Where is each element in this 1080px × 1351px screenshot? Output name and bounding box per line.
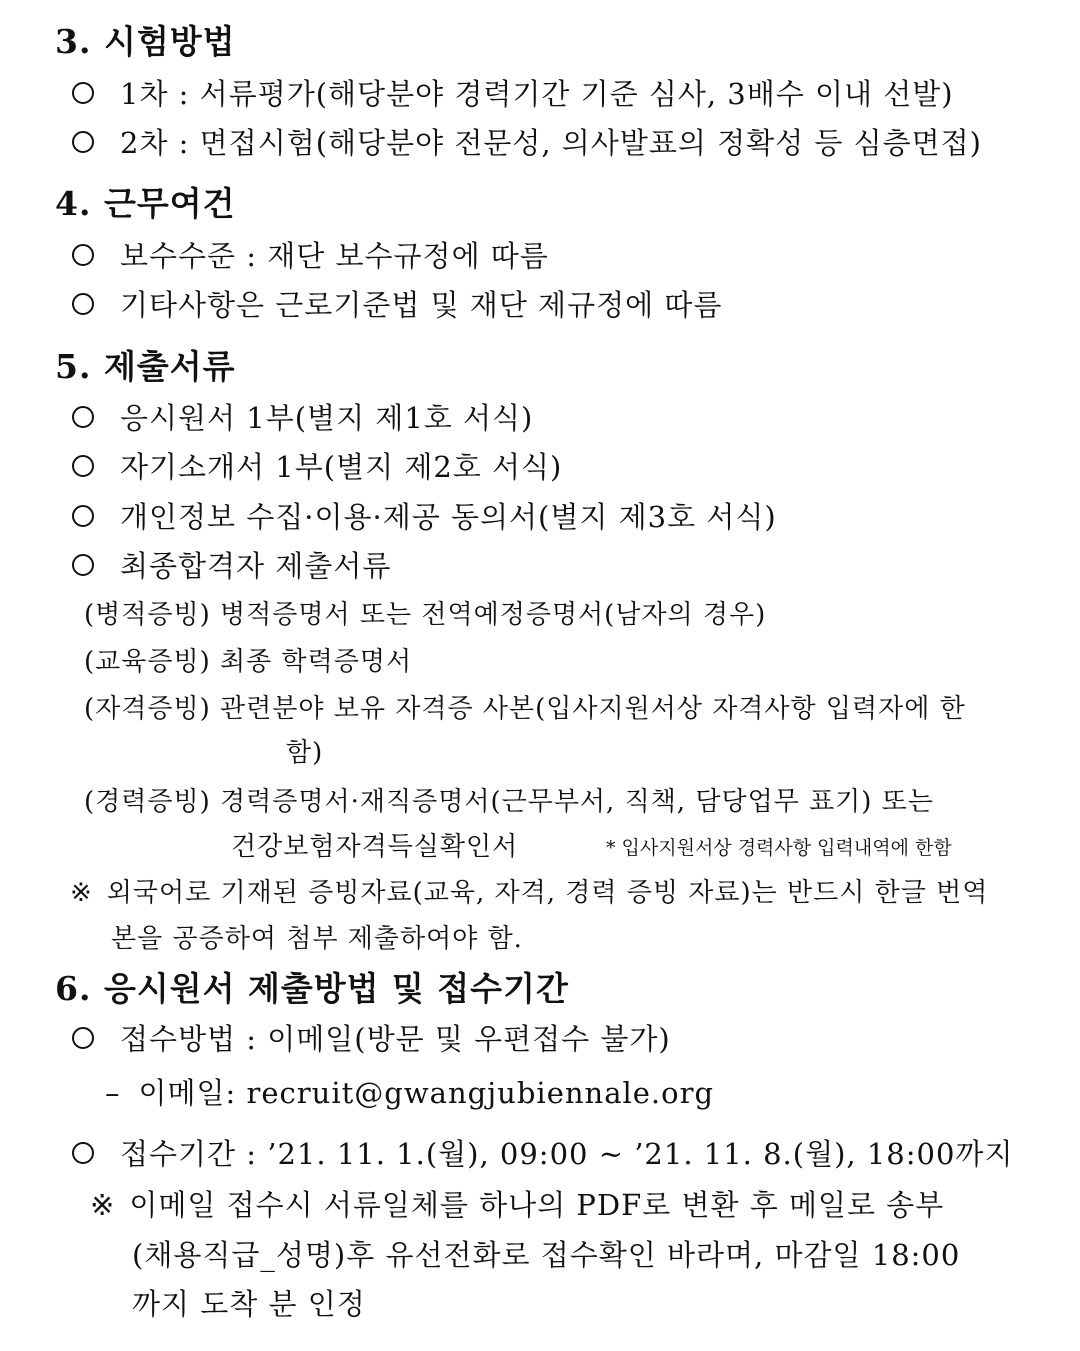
note-mark: ※ bbox=[70, 878, 93, 908]
list-item bbox=[72, 450, 563, 484]
note-cont: 까지 도착 분 인정 bbox=[132, 1287, 366, 1321]
list-item-text: 최종합격자 제출서류 bbox=[120, 549, 392, 583]
list-item-text: 접수기간 : ’21. 11. 1.(월), 09:00 ~ ’21. 11. 8.(월), 18:00까지 bbox=[120, 1137, 1014, 1171]
list-item bbox=[72, 239, 549, 273]
circle-bullet-icon bbox=[72, 505, 94, 527]
list-item bbox=[72, 1022, 671, 1056]
note-cont: (채용직급_성명)후 유선전화로 접수확인 바라며, 마감일 18:00 bbox=[132, 1238, 961, 1272]
note-text: 이메일 접수시 서류일체를 하나의 PDF로 변환 후 메일로 송부 bbox=[129, 1188, 945, 1222]
list-item bbox=[72, 288, 723, 322]
list-item-text: 접수방법 : 이메일(방문 및 우편접수 불가) bbox=[120, 1022, 671, 1056]
sub-item-career-cont: 건강보험자격득실확인서 bbox=[231, 832, 519, 862]
list-item bbox=[72, 126, 982, 160]
note-cont: 본을 공증하여 첨부 제출하여야 함. bbox=[111, 924, 523, 954]
circle-bullet-icon bbox=[72, 293, 94, 315]
circle-bullet-icon bbox=[72, 406, 94, 428]
list-item bbox=[72, 500, 777, 534]
section-heading-3: 3. 시험방법 bbox=[55, 22, 236, 61]
email-text: 이메일: recruit@gwangjubiennale.org bbox=[138, 1076, 715, 1110]
sub-item-military: (병적증빙) 병적증명서 또는 전역예정증명서(남자의 경우) bbox=[84, 600, 767, 630]
circle-bullet-icon bbox=[72, 455, 94, 477]
sub-item-license: (자격증빙) 관련분야 보유 자격증 사본(입사지원서상 자격사항 입력자에 한 bbox=[84, 694, 966, 724]
list-item-text: 자기소개서 1부(별지 제2호 서식) bbox=[120, 450, 563, 484]
note-mark: ※ bbox=[90, 1188, 116, 1222]
email-line bbox=[105, 1076, 715, 1110]
note bbox=[70, 880, 988, 906]
list-item bbox=[72, 1137, 1014, 1171]
circle-bullet-icon bbox=[72, 1142, 94, 1164]
dash-mark: – bbox=[105, 1076, 121, 1110]
career-footnote: * 입사지원서상 경력사항 입력내역에 한함 bbox=[606, 837, 952, 859]
section-heading-5: 5. 제출서류 bbox=[55, 347, 236, 386]
note-text: 외국어로 기재된 증빙자료(교육, 자격, 경력 증빙 자료)는 반드시 한글 번역 bbox=[106, 878, 989, 908]
list-item-text: 보수수준 : 재단 보수규정에 따름 bbox=[120, 239, 549, 273]
circle-bullet-icon bbox=[72, 1027, 94, 1049]
circle-bullet-icon bbox=[72, 82, 94, 104]
sub-item-education: (교육증빙) 최종 학력증명서 bbox=[84, 647, 413, 677]
list-item-text: 기타사항은 근로기준법 및 재단 제규정에 따름 bbox=[120, 288, 723, 322]
section-heading-4: 4. 근무여건 bbox=[55, 184, 236, 223]
list-item-text: 개인정보 수집·이용·제공 동의서(별지 제3호 서식) bbox=[120, 500, 777, 534]
note bbox=[90, 1188, 945, 1222]
list-item-text: 1차 : 서류평가(해당분야 경력기간 기준 심사, 3배수 이내 선발) bbox=[120, 77, 954, 111]
list-item-text: 응시원서 1부(별지 제1호 서식) bbox=[120, 401, 534, 435]
circle-bullet-icon bbox=[72, 554, 94, 576]
list-item bbox=[72, 77, 954, 111]
circle-bullet-icon bbox=[72, 244, 94, 266]
circle-bullet-icon bbox=[72, 131, 94, 153]
list-item bbox=[72, 401, 534, 435]
list-item bbox=[72, 549, 392, 583]
list-item-text: 2차 : 면접시험(해당분야 전문성, 의사발표의 정확성 등 심층면접) bbox=[120, 126, 982, 160]
sub-item-career: (경력증빙) 경력증명서·재직증명서(근무부서, 직책, 담당업무 표기) 또는 bbox=[84, 787, 934, 817]
section-heading-6: 6. 응시원서 제출방법 및 접수기간 bbox=[55, 969, 569, 1008]
sub-item-license-cont: 함) bbox=[286, 738, 324, 768]
